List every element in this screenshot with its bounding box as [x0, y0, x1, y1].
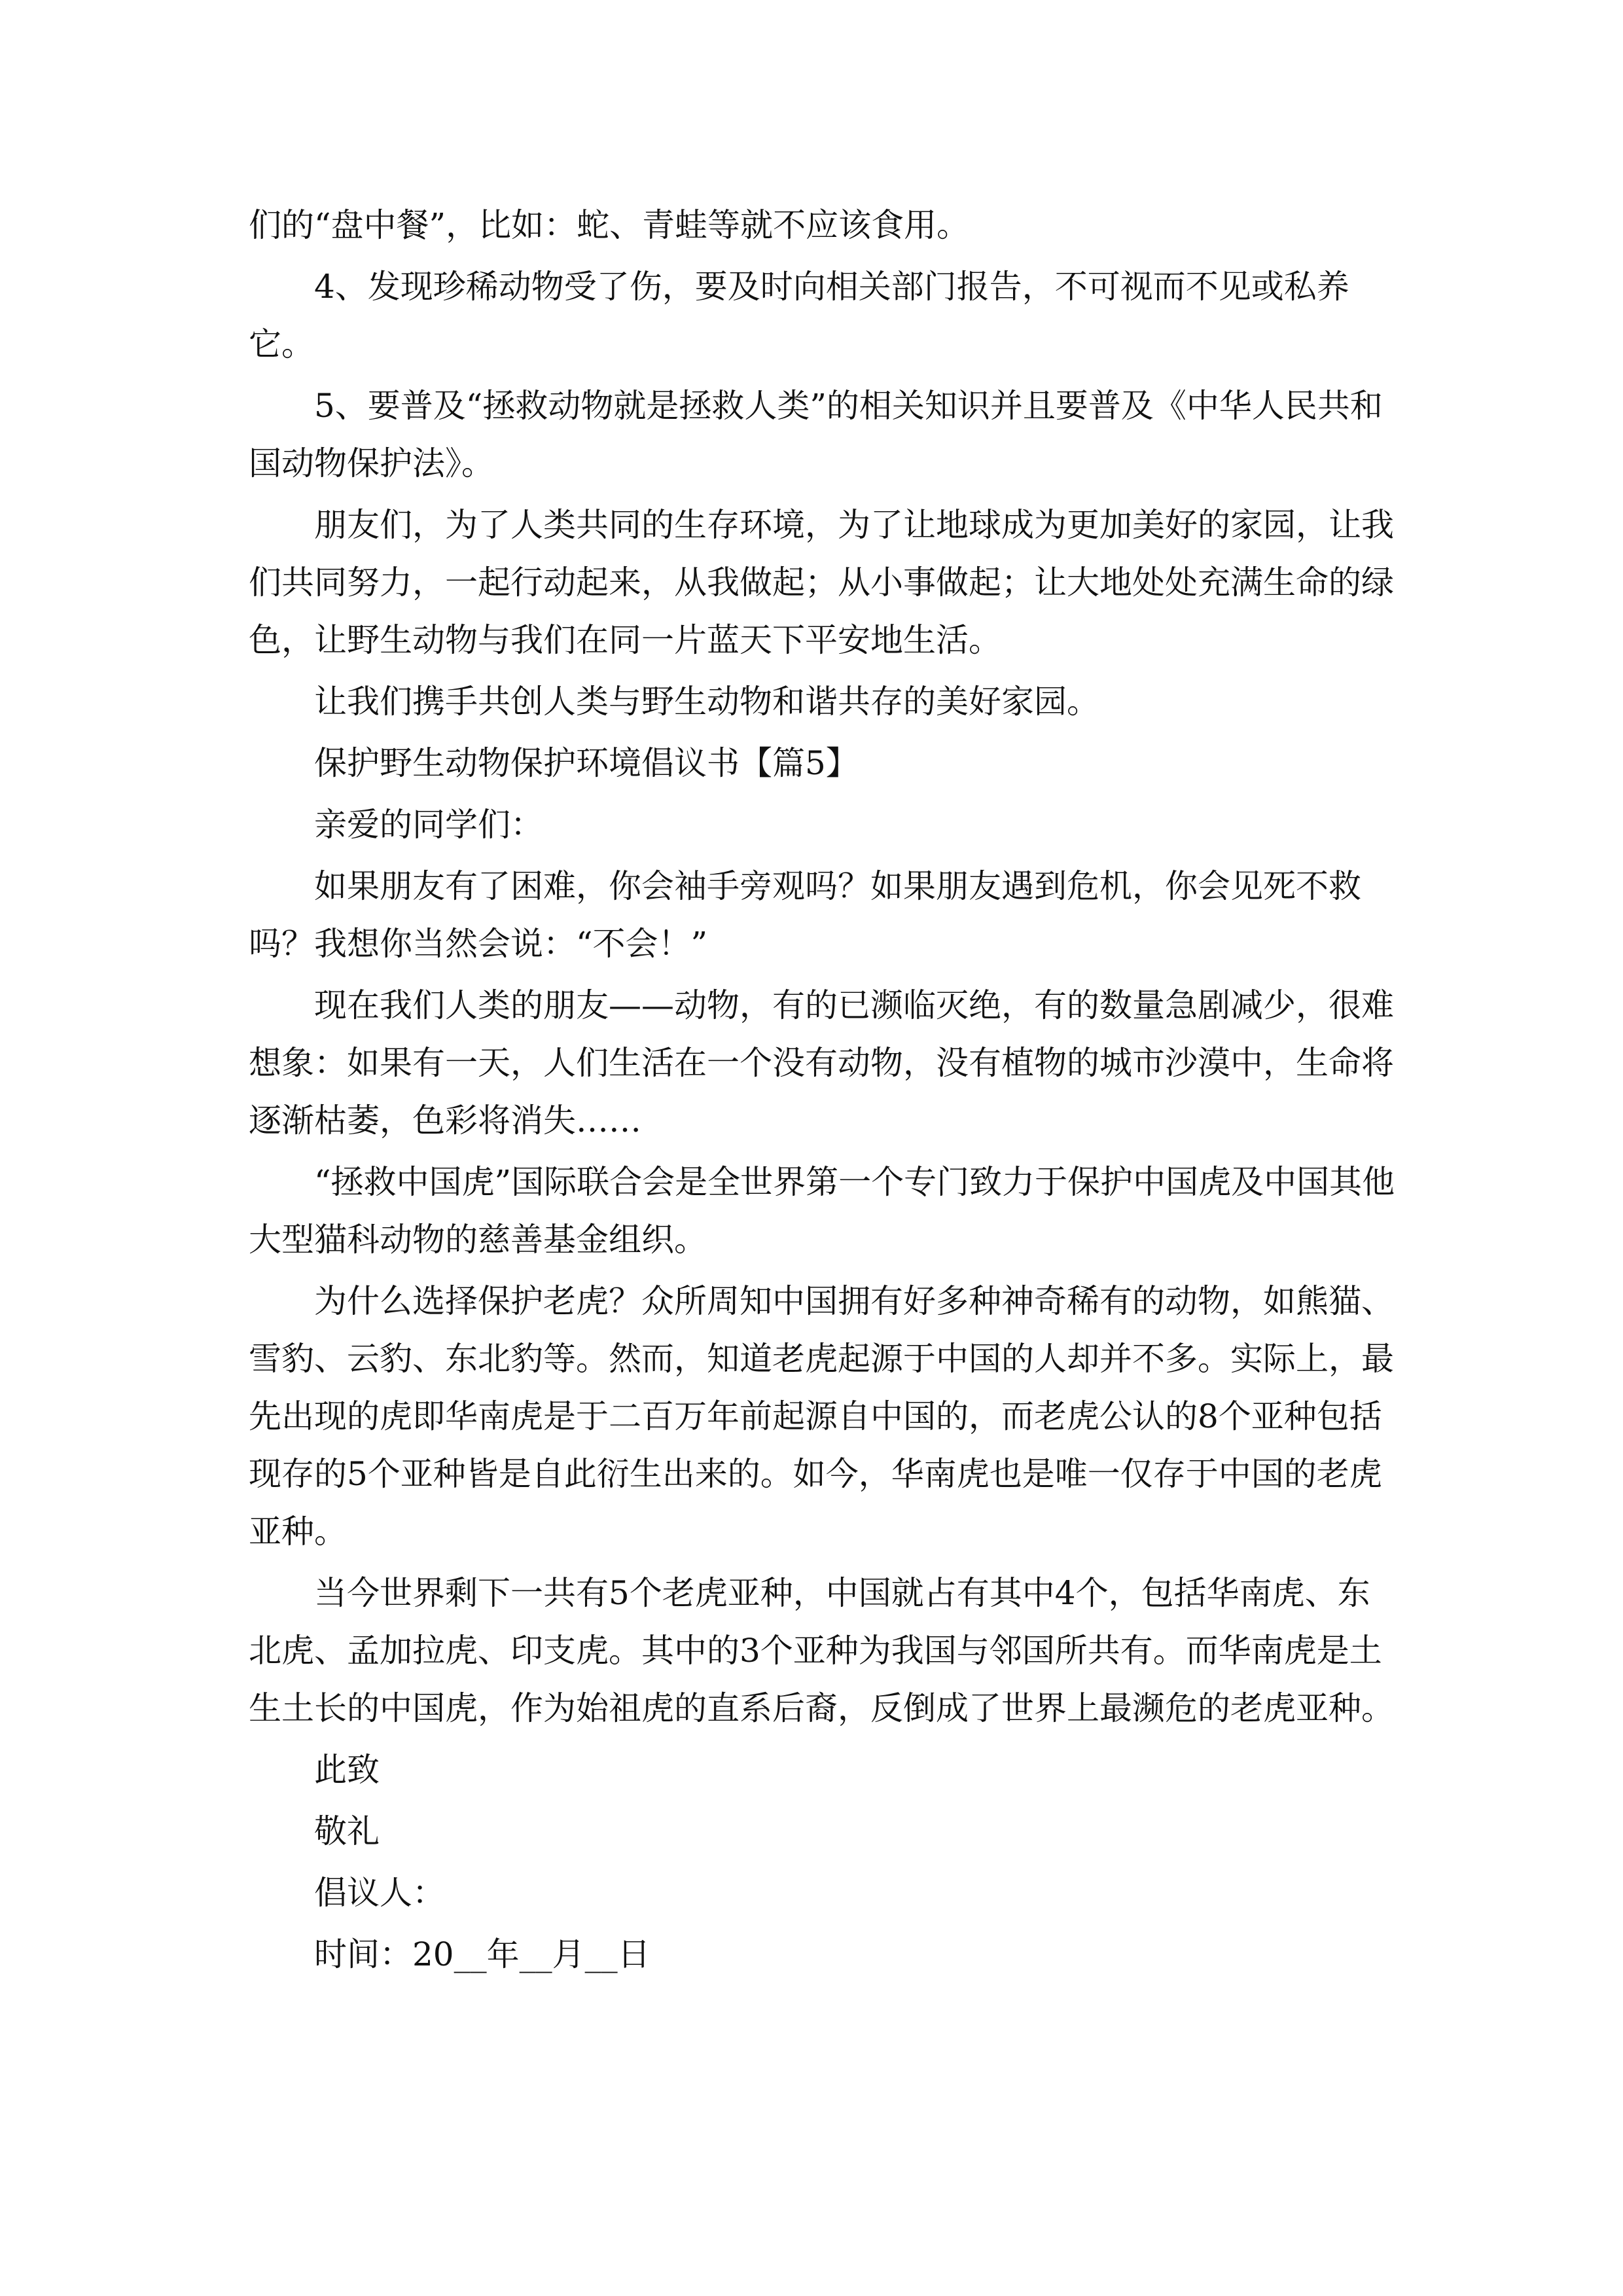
signoff-proposer: 倡议人： — [314, 1874, 445, 1912]
paragraph-animals-endangered: 现在我们人类的朋友——动物，有的已濒临灭绝，有的数量急剧减少，很难想象：如果有一天，人们生活在一个没有动物，没有植物的城市沙漠中，生命将逐渐枯萎，色彩将消失…… — [249, 986, 1394, 1139]
section-heading: 保护野生动物保护环境倡议书【篇5】 — [314, 744, 859, 782]
paragraph-closing-appeal: 让我们携手共创人类与野生动物和谐共存的美好家园。 — [314, 683, 1099, 721]
paragraph-continuation: 们的“盘中餐”，比如：蛇、青蛙等就不应该食用。 — [249, 206, 970, 244]
paragraph-why-tigers: 为什么选择保护老虎？众所周知中国拥有好多种神奇稀有的动物，如熊猫、雪豹、云豹、东北豹等。然而，知道老虎起源于中国的人却并不多。实际上，最先出现的虎即华南虎是于二百万年前起源自中国的，而老虎公认的8个亚种包括现存的5个亚种皆是自此衍生出来的。如今，华南虎也是唯一仅存于中国的老虎亚种。 — [249, 1282, 1394, 1551]
signoff-date: 时间：20__年__月__日 — [314, 1935, 651, 1973]
paragraph-item-4: 4、发现珍稀动物受了伤，要及时向相关部门报告，不可视而不见或私养它。 — [249, 268, 1349, 363]
salutation: 亲爱的同学们： — [314, 806, 543, 844]
paragraph-tiger-subspecies: 当今世界剩下一共有5个老虎亚种，中国就占有其中4个，包括华南虎、东北虎、孟加拉虎、印支虎。其中的3个亚种为我国与邻国所共有。而华南虎是土生土长的中国虎，作为始祖虎的直系后裔，反倒成了世界上最濒危的老虎亚种。 — [249, 1574, 1394, 1727]
paragraph-save-china-tiger: “拯救中国虎”国际联合会是全世界第一个专门致力于保护中国虎及中国其他大型猫科动物的慈善基金组织。 — [249, 1163, 1395, 1259]
signoff-closing: 此致 — [314, 1751, 380, 1789]
document-body — [249, 196, 1400, 1987]
signoff-salute: 敬礼 — [314, 1812, 380, 1850]
paragraph-item-5: 5、要普及“拯救动物就是拯救人类”的相关知识并且要普及《中华人民共和国动物保护法》。 — [249, 387, 1383, 482]
paragraph-call-to-action: 朋友们，为了人类共同的生存环境，为了让地球成为更加美好的家园，让我们共同努力，一起行动起来，从我做起；从小事做起；让大地处处充满生命的绿色，让野生动物与我们在同一片蓝天下平安地生活。 — [249, 506, 1394, 659]
paragraph-friends-question: 如果朋友有了困难，你会袖手旁观吗？如果朋友遇到危机，你会见死不救吗？我想你当然会说：“不会！” — [249, 867, 1361, 963]
